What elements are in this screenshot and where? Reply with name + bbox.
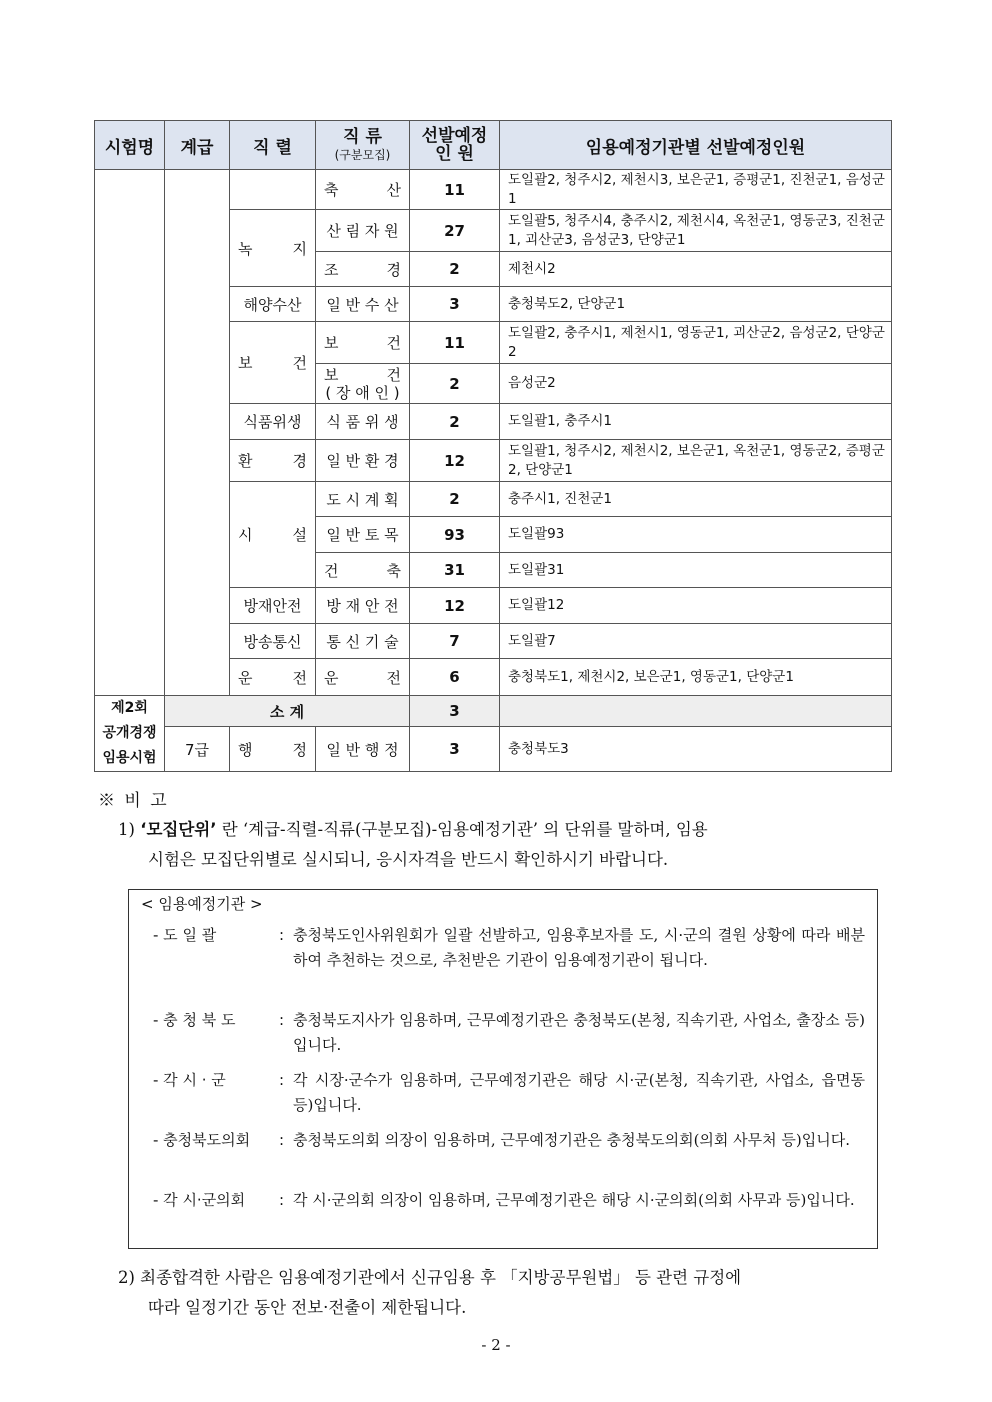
exam-name-line: 제2회	[111, 700, 148, 716]
type-char: 축	[386, 561, 401, 580]
count-cell: 7	[410, 624, 500, 659]
orgs-cell: 도일괄5, 청주시4, 충주시2, 제천시4, 옥천군1, 영동군3, 진천군1, 괴산군3, 음성군3, 단양군1	[500, 210, 892, 252]
type-char: 조	[324, 260, 339, 279]
count-cell: 2	[410, 364, 500, 404]
series-cell	[230, 727, 316, 772]
series-char: 보	[238, 354, 253, 372]
definition-colon: :	[279, 1071, 285, 1089]
exam-name-cell	[95, 696, 165, 772]
definition-desc: 충청북도인사위원회가 일괄 선발하고, 임용후보자를 도, 시·군의 결원 상황에 따라 배분하여 추천하는 것으로, 추천받은 기관이 임용예정기관이 됩니다.	[293, 926, 865, 969]
header-series: 직 렬	[230, 121, 316, 170]
header-orgs: 임용예정기관별 선발예정인원	[500, 121, 892, 170]
series-char: 정	[292, 740, 307, 759]
count-cell: 3	[410, 287, 500, 322]
remarks-title: ※ 비 고	[98, 791, 169, 811]
remark-1-line-2: 시험은 모집단위별로 실시되니, 응시자격을 반드시 확인하시기 바랍니다.	[148, 850, 669, 869]
header-type	[316, 121, 410, 170]
type-cell: 일 반 토 목	[316, 517, 410, 553]
subtotal-label: 소 계	[165, 696, 410, 727]
type-cell: 식 품 위 생	[316, 404, 410, 440]
type-char: 건	[386, 334, 401, 352]
count-cell: 2	[410, 404, 500, 440]
type-char: 보	[324, 334, 339, 352]
table-row	[95, 727, 892, 772]
type-cell: 방 재 안 전	[316, 588, 410, 624]
orgs-cell: 도일괄2, 충주시1, 제천시1, 영동군1, 괴산군2, 음성군2, 단양군2	[500, 322, 892, 364]
series-cell	[230, 659, 316, 696]
recruitment-table	[94, 120, 892, 772]
count-cell: 2	[410, 252, 500, 287]
header-exam: 시험명	[95, 121, 165, 170]
definition-colon: :	[279, 1011, 285, 1029]
series-cell: 방송통신	[230, 624, 316, 659]
definition-label: - 도 일 괄	[153, 926, 217, 944]
series-char: 시	[238, 526, 253, 544]
series-cell	[230, 482, 316, 588]
definition-item	[153, 1008, 865, 1058]
page-number: - 2 -	[481, 1336, 511, 1354]
series-char: 경	[292, 452, 307, 470]
definition-colon: :	[279, 926, 285, 944]
type-cell: 일 반 수 산	[316, 287, 410, 322]
table-row	[95, 170, 892, 210]
subtotal-row	[95, 696, 892, 727]
type-cell: 통 신 기 술	[316, 624, 410, 659]
definition-desc: 충청북도지사가 임용하며, 근무예정기관은 충청북도(본청, 직속기관, 사업소, 출장소 등)입니다.	[293, 1011, 865, 1054]
definition-desc: 각 시·군의회 의장이 임용하며, 근무예정기관은 해당 시·군의회(의회 사무과 등)입니다.	[293, 1191, 855, 1209]
series-char: 전	[292, 668, 307, 687]
series-cell	[230, 210, 316, 287]
type-cell: 도 시 계 획	[316, 482, 410, 517]
remark-1-line-1	[118, 815, 886, 845]
remark-item-1	[118, 815, 886, 875]
definition-item	[153, 1188, 865, 1213]
orgs-cell: 충청북도3	[500, 727, 892, 772]
type-sub: ( 장 애 인 )	[325, 383, 400, 402]
type-cell	[316, 170, 410, 210]
type-char: 운	[324, 668, 339, 687]
count-cell: 3	[410, 727, 500, 772]
header-count-line1: 선발예정	[421, 126, 488, 146]
count-cell: 12	[410, 588, 500, 624]
series-char: 녹	[238, 239, 253, 258]
header-type-main: 직 류	[343, 126, 382, 147]
grade-cell: 7급	[165, 727, 230, 772]
type-cell: 산 림 자 원	[316, 210, 410, 252]
series-cell	[230, 322, 316, 404]
type-char: 산	[386, 181, 401, 199]
box-title: < 임용예정기관 >	[141, 895, 263, 913]
type-cell	[316, 364, 410, 404]
type-cell	[316, 659, 410, 696]
series-cell: 해양수산	[230, 287, 316, 322]
definition-label: - 각 시·군의회	[153, 1191, 246, 1209]
definition-colon: :	[279, 1191, 285, 1209]
definition-label: - 각 시 · 군	[153, 1071, 226, 1089]
remark-2-line-1: 2) 최종합격한 사람은 임용예정기관에서 신규임용 후 「지방공무원법」 등 관련 규정에	[118, 1268, 742, 1287]
remark-1-bold-term: ‘모집단위’	[140, 820, 217, 839]
type-char: 경	[386, 260, 401, 279]
series-cell	[230, 440, 316, 482]
orgs-cell: 도일괄93	[500, 517, 892, 553]
remark-item-2	[118, 1263, 886, 1323]
header-count	[410, 121, 500, 170]
series-cell: 식품위생	[230, 404, 316, 440]
orgs-cell: 도일괄12	[500, 588, 892, 624]
orgs-cell: 도일괄1, 충주시1	[500, 404, 892, 440]
table-header-row	[95, 121, 892, 170]
series-char: 환	[238, 452, 253, 470]
series-char: 설	[292, 526, 307, 544]
header-grade: 계급	[165, 121, 230, 170]
orgs-cell: 음성군2	[500, 364, 892, 404]
type-cell	[316, 252, 410, 287]
count-cell: 11	[410, 170, 500, 210]
series-cell: 방재안전	[230, 588, 316, 624]
orgs-cell: 제천시2	[500, 252, 892, 287]
count-cell: 93	[410, 517, 500, 553]
count-cell: 31	[410, 553, 500, 588]
org-definition-box	[128, 889, 878, 1249]
series-char: 행	[238, 740, 253, 759]
orgs-cell: 충청북도1, 제천시2, 보은군1, 영동군1, 단양군1	[500, 659, 892, 696]
definition-label: - 충 청 북 도	[153, 1011, 236, 1029]
series-char: 지	[292, 239, 307, 258]
grade-cell-empty	[165, 170, 230, 696]
series-cell-empty	[230, 170, 316, 210]
remark-2-line-2: 따라 일정기간 동안 전보·전출이 제한됩니다.	[148, 1298, 467, 1317]
type-char: 건	[386, 365, 401, 384]
orgs-cell: 충주시1, 진천군1	[500, 482, 892, 517]
count-cell: 27	[410, 210, 500, 252]
definition-item	[153, 923, 865, 973]
definition-colon: :	[279, 1131, 285, 1149]
exam-name-line: 공개경쟁	[102, 725, 157, 741]
exam-cell-empty	[95, 170, 165, 696]
header-type-sub: (구분모집)	[334, 147, 391, 162]
orgs-cell: 도일괄7	[500, 624, 892, 659]
subtotal-orgs	[500, 696, 892, 727]
type-char: 보	[324, 365, 339, 384]
type-cell	[316, 553, 410, 588]
series-char: 건	[292, 354, 307, 372]
definition-desc: 충청북도의회 의장이 임용하며, 근무예정기관은 충청북도의회(의회 사무처 등)입니다.	[293, 1131, 851, 1149]
orgs-cell: 도일괄2, 청주시2, 제천시3, 보은군1, 증평군1, 진천군1, 음성군1	[500, 170, 892, 210]
count-cell: 6	[410, 659, 500, 696]
definition-label: - 충청북도의회	[153, 1131, 251, 1149]
type-cell	[316, 322, 410, 364]
series-char: 운	[238, 668, 253, 687]
type-cell: 일 반 환 경	[316, 440, 410, 482]
count-cell: 2	[410, 482, 500, 517]
type-cell: 일 반 행 정	[316, 727, 410, 772]
header-count-line2: 인 원	[435, 144, 474, 164]
definition-desc: 각 시장·군수가 임용하며, 근무예정기관은 해당 시·군(본청, 직속기관, 사업소, 읍면동 등)입니다.	[293, 1071, 865, 1114]
count-cell: 11	[410, 322, 500, 364]
type-char: 축	[324, 181, 339, 199]
orgs-cell: 도일괄31	[500, 553, 892, 588]
orgs-cell: 충청북도2, 단양군1	[500, 287, 892, 322]
type-char: 전	[386, 668, 401, 687]
remark-1-number: 1)	[118, 820, 141, 839]
definition-item	[153, 1068, 865, 1118]
exam-name-line: 임용시험	[102, 750, 157, 766]
subtotal-count: 3	[410, 696, 500, 727]
type-char: 건	[324, 561, 339, 580]
count-cell: 12	[410, 440, 500, 482]
orgs-cell: 도일괄1, 청주시2, 제천시2, 보은군1, 옥천군1, 영동군2, 증평군2, 단양군1	[500, 440, 892, 482]
definition-item	[153, 1128, 865, 1153]
remark-1-text: 란 ‘계급-직렬-직류(구분모집)-임용예정기관’ 의 단위를 말하며, 임용	[216, 820, 708, 839]
